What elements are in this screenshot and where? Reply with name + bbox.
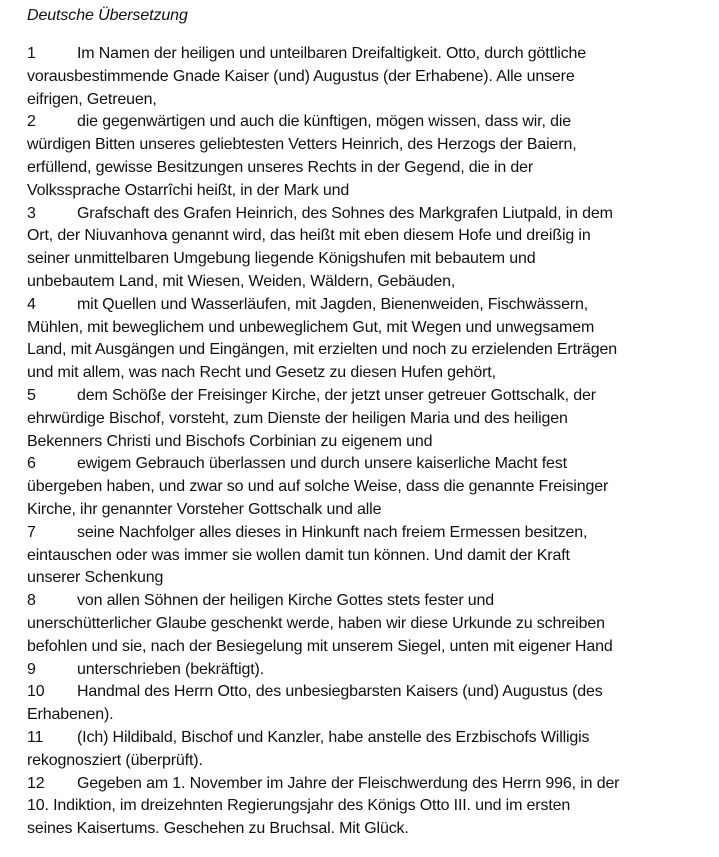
- paragraph-line: [27, 499, 707, 522]
- paragraph-line: [27, 681, 707, 704]
- paragraph-line: [27, 522, 707, 545]
- paragraph-text: dem Schöße der Freisinger Kirche, der jetzt unser getreuer Gottschalk, der: [77, 386, 596, 404]
- paragraph: [27, 681, 707, 727]
- paragraph-number: 12: [27, 774, 45, 792]
- paragraph-line: [27, 294, 707, 317]
- paragraph: [27, 385, 707, 453]
- paragraph-number: 3: [27, 204, 36, 222]
- paragraph-line: [27, 750, 707, 773]
- paragraph: [27, 453, 707, 521]
- paragraph-text: Gegeben am 1. November im Jahre der Fleischwerdung des Herrn 996, in der: [77, 774, 620, 792]
- paragraph-text: (Ich) Hildibald, Bischof und Kanzler, habe anstelle des Erzbischofs Willigis: [77, 728, 590, 746]
- paragraph-text: Im Namen der heiligen und unteilbaren Dreifaltigkeit. Otto, durch göttliche: [77, 45, 587, 62]
- paragraph-text: Erhabenen).: [27, 706, 114, 724]
- paragraph-number: 1: [27, 45, 36, 62]
- paragraph: [27, 590, 707, 658]
- paragraph-number: 7: [27, 523, 36, 541]
- paragraph: [27, 294, 707, 385]
- paragraph-text: eifrigen, Getreuen,: [27, 90, 157, 108]
- paragraph-line: [27, 248, 707, 271]
- paragraph-line: [27, 704, 707, 727]
- paragraph-text: Mühlen, mit beweglichem und unbeweglichem Gut, mit Wegen und unwegsamem: [27, 318, 595, 336]
- paragraph: [27, 727, 707, 773]
- paragraph-text: Handmal des Herrn Otto, des unbesiegbarsten Kaisers (und) Augustus (des: [77, 683, 603, 701]
- paragraph-line: [27, 727, 707, 750]
- paragraph-line: [27, 431, 707, 454]
- paragraph-number: 11: [27, 728, 44, 746]
- paragraph: [27, 773, 707, 841]
- paragraph-line: [27, 659, 707, 682]
- document: [27, 6, 707, 841]
- paragraph-text: unserer Schenkung: [27, 569, 164, 587]
- paragraph-text: und mit allem, was nach Recht und Gesetz zu diesen Hufen gehört,: [27, 364, 496, 382]
- paragraph-line: [27, 818, 707, 841]
- paragraph-text: 10. Indiktion, im dreizehnten Regierungsjahr des Königs Otto III. und im ersten: [27, 797, 571, 815]
- paragraph-line: [27, 89, 707, 112]
- paragraph-text: Bekenners Christi und Bischofs Corbinian zu eigenem und: [27, 432, 433, 450]
- paragraph-text: Kirche, ihr genannter Vorsteher Gottschalk und alle: [27, 500, 382, 518]
- paragraph-line: [27, 317, 707, 340]
- paragraph-line: [27, 453, 707, 476]
- paragraph-text: würdigen Bitten unseres geliebtesten Vetters Heinrich, des Herzogs der Baiern,: [27, 136, 577, 154]
- paragraph-text: seines Kaisertums. Geschehen zu Bruchsal. Mit Glück.: [27, 820, 409, 838]
- paragraph-text: Volkssprache Ostarrîchi heißt, in der Mark und: [27, 181, 350, 199]
- paragraph-text: rekognosziert (überprüft).: [27, 751, 203, 769]
- paragraph-line: [27, 180, 707, 203]
- paragraph-line: [27, 43, 707, 66]
- document-title: Deutsche Übersetzung: [27, 7, 188, 24]
- paragraph-text: seiner unmittelbaren Umgebung liegende Königshufen mit bebautem und: [27, 250, 536, 268]
- paragraph-line: [27, 385, 707, 408]
- paragraph-number: 8: [27, 592, 36, 610]
- paragraph-line: [27, 66, 707, 89]
- paragraph-line: [27, 476, 707, 499]
- paragraph-number: 10: [27, 683, 45, 701]
- paragraph-line: [27, 225, 707, 248]
- paragraph: [27, 111, 707, 202]
- paragraph-line: [27, 567, 707, 590]
- paragraph-text: die gegenwärtigen und auch die künftigen, mögen wissen, dass wir, die: [77, 113, 571, 131]
- paragraph-line: [27, 271, 707, 294]
- paragraph-text: Ort, der Niuvanhova genannt wird, das heißt mit eben diesem Hofe und dreißig in: [27, 227, 591, 245]
- paragraph-number: 2: [27, 113, 36, 131]
- paragraph-text: unterschrieben (bekräftigt).: [77, 660, 265, 678]
- paragraph: [27, 203, 707, 294]
- paragraph-line: [27, 613, 707, 636]
- paragraph-text: unerschütterlicher Glaube geschenkt werde, haben wir diese Urkunde zu schreiben: [27, 614, 605, 632]
- paragraph: [27, 43, 707, 111]
- paragraph-number: 9: [27, 660, 36, 678]
- paragraph-line: [27, 339, 707, 362]
- paragraph-text: eintauschen oder was immer sie wollen damit tun können. Und damit der Kraft: [27, 546, 570, 564]
- paragraph-line: [27, 795, 707, 818]
- paragraph: [27, 659, 707, 682]
- paragraph-text: seine Nachfolger alles dieses in Hinkunft nach freiem Ermessen besitzen,: [77, 523, 588, 541]
- paragraph-line: [27, 590, 707, 613]
- paragraph-text: ehrwürdige Bischof, vorsteht, zum Dienste der heiligen Maria und des heiligen: [27, 409, 568, 427]
- paragraph-line: [27, 408, 707, 431]
- paragraph-line: [27, 134, 707, 157]
- paragraph-text: von allen Söhnen der heiligen Kirche Gottes stets fester und: [77, 592, 495, 610]
- paragraph-text: Land, mit Ausgängen und Eingängen, mit erzielten und noch zu erzielenden Erträgen: [27, 341, 618, 359]
- paragraph-line: [27, 545, 707, 568]
- paragraph-text: befohlen und sie, nach der Besiegelung mit unserem Siegel, unten mit eigener Hand: [27, 637, 613, 655]
- paragraph-number: 5: [27, 386, 36, 404]
- paragraph-number: 6: [27, 455, 36, 473]
- paragraph-text: erfüllend, gewisse Besitzungen unseres Rechts in der Gegend, die in der: [27, 158, 534, 176]
- paragraph-line: [27, 773, 707, 796]
- paragraph-line: [27, 157, 707, 180]
- paragraph-text: mit Quellen und Wasserläufen, mit Jagden, Bienenweiden, Fischwässern,: [77, 295, 589, 313]
- paragraph-text: vorausbestimmende Gnade Kaiser (und) Augustus (der Erhabene). Alle unsere: [27, 67, 575, 85]
- paragraph-list: [27, 43, 707, 841]
- paragraph-text: ewigem Gebrauch überlassen und durch unsere kaiserliche Macht fest: [77, 455, 567, 473]
- paragraph-line: [27, 203, 707, 226]
- paragraph-line: [27, 636, 707, 659]
- paragraph-text: übergeben haben, und zwar so und auf solche Weise, dass die genannte Freisinger: [27, 478, 609, 496]
- paragraph-line: [27, 111, 707, 134]
- paragraph: [27, 522, 707, 590]
- paragraph-text: Grafschaft des Grafen Heinrich, des Sohnes des Markgrafen Liutpald, in dem: [77, 204, 613, 222]
- paragraph-text: unbebautem Land, mit Wiesen, Weiden, Wäldern, Gebäuden,: [27, 272, 456, 290]
- paragraph-line: [27, 362, 707, 385]
- paragraph-number: 4: [27, 295, 36, 313]
